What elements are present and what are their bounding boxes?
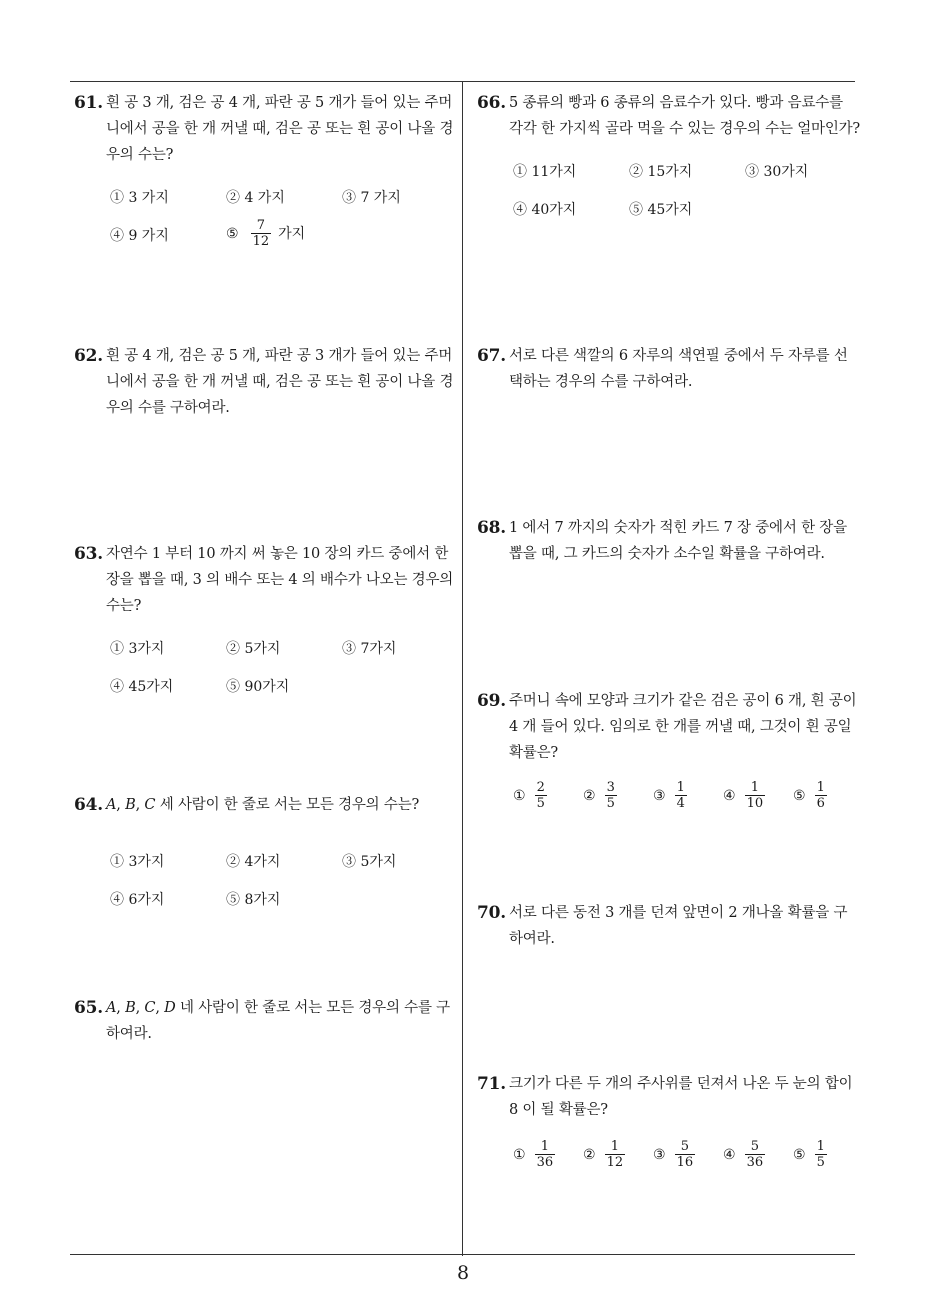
choice-1[interactable]: ① 11가지 — [513, 164, 577, 180]
choice-1[interactable]: ① 3가지 — [110, 641, 165, 657]
choice-1[interactable]: ① 3가지 — [110, 854, 165, 870]
question-66-text: 66. 5 종류의 빵과 6 종류의 음료수가 있다. 빵과 음료수를 각각 한 가지씩 골라 먹을 수 있는 경우의 수는 얼마인가? — [477, 90, 861, 142]
choice-4[interactable]: ④ 45가지 — [110, 679, 174, 695]
choice-4[interactable]: ④ $\frac{1}{10}$ — [723, 780, 764, 811]
choice-1[interactable]: ① $\frac{1}{36}$ — [513, 1139, 554, 1170]
page-number: 8 — [456, 1262, 470, 1284]
choice-5[interactable]: ⑤ 8가지 — [226, 892, 281, 908]
choice-3[interactable]: ③ $\frac{5}{16}$ — [653, 1139, 694, 1170]
choice-3[interactable]: ③ 7가지 — [342, 641, 397, 657]
question-61-text: 61. 흰 공 3 개, 검은 공 4 개, 파란 공 5 개가 들어 있는 주머니에서 공을 한 개 꺼낼 때, 검은 공 또는 흰 공이 나올 경우의 수는? — [74, 90, 458, 168]
choice-5[interactable]: ⑤ 45가지 — [629, 202, 693, 218]
fraction: $\frac{3}{5}$ — [606, 780, 615, 811]
fraction: $\frac{7}{12}$ — [252, 218, 270, 249]
question-69-text: 69. 주머니 속에 모양과 크기가 같은 검은 공이 6 개, 흰 공이 4 개 들어 있다. 임의로 한 개를 꺼낼 때, 그것이 흰 공일 확률은? — [477, 688, 861, 766]
choice-2[interactable]: ② $\frac{3}{5}$ — [583, 780, 615, 811]
question-64 — [74, 792, 458, 926]
question-number: 71. — [477, 1074, 506, 1094]
choice-2[interactable]: ② 4 가지 — [226, 190, 285, 206]
choice-3[interactable]: ③ 7 가지 — [342, 190, 401, 206]
question-64-text: 64. A, B, C 세 사람이 한 줄로 서는 모든 경우의 수는? — [74, 792, 458, 818]
question-63-choices — [74, 633, 458, 713]
question-number: 70. — [477, 903, 506, 923]
choice-2[interactable]: ② $\frac{1}{12}$ — [583, 1139, 624, 1170]
question-67 — [477, 343, 861, 395]
question-69 — [477, 688, 861, 824]
question-63 — [74, 541, 458, 713]
choice-5[interactable]: ⑤ $\frac{1}{5}$ — [793, 1139, 825, 1170]
fraction: $\frac{1}{36}$ — [536, 1139, 554, 1170]
question-62-text: 62. 흰 공 4 개, 검은 공 5 개, 파란 공 3 개가 들어 있는 주머니에서 공을 한 개 꺼낼 때, 검은 공 또는 흰 공이 나올 경우의 수를 구하여라. — [74, 343, 458, 421]
question-number: 66. — [477, 93, 506, 113]
fraction: $\frac{1}{10}$ — [746, 780, 764, 811]
question-64-choices — [74, 846, 458, 926]
fraction: $\frac{5}{36}$ — [746, 1139, 764, 1170]
question-71 — [477, 1071, 861, 1183]
question-number: 65. — [74, 998, 103, 1018]
choice-5[interactable]: ⑤ $\frac{1}{6}$ — [793, 780, 825, 811]
choice-2[interactable]: ② 4가지 — [226, 854, 281, 870]
choice-3[interactable]: ③ $\frac{1}{4}$ — [653, 780, 685, 811]
question-number: 62. — [74, 346, 103, 366]
question-61 — [74, 90, 458, 262]
choice-4[interactable]: ④ 40가지 — [513, 202, 577, 218]
question-number: 61. — [74, 93, 103, 113]
choice-1[interactable]: ① 3 가지 — [110, 190, 169, 206]
question-61-choices — [74, 182, 458, 262]
question-66 — [477, 90, 861, 236]
fraction: $\frac{1}{12}$ — [606, 1139, 624, 1170]
choice-3[interactable]: ③ 30가지 — [745, 164, 809, 180]
fraction: $\frac{5}{16}$ — [676, 1139, 694, 1170]
question-69-choices — [477, 780, 861, 824]
fraction: $\frac{1}{6}$ — [816, 780, 825, 811]
fraction: $\frac{1}{5}$ — [816, 1139, 825, 1170]
column-divider — [462, 81, 463, 1256]
question-number: 64. — [74, 795, 103, 815]
bottom-rule — [70, 1254, 855, 1255]
choice-3[interactable]: ③ 5가지 — [342, 854, 397, 870]
question-65 — [74, 995, 458, 1047]
question-number: 67. — [477, 346, 506, 366]
choice-4[interactable]: ④ $\frac{5}{36}$ — [723, 1139, 764, 1170]
question-67-text: 67. 서로 다른 색깔의 6 자루의 색연필 중에서 두 자루를 선택하는 경우의 수를 구하여라. — [477, 343, 861, 395]
question-number: 63. — [74, 544, 103, 564]
fraction: $\frac{2}{5}$ — [536, 780, 545, 811]
choice-1[interactable]: ① $\frac{2}{5}$ — [513, 780, 545, 811]
question-62 — [74, 343, 458, 421]
choice-2[interactable]: ② 5가지 — [226, 641, 281, 657]
choice-5[interactable]: ⑤ $\frac{7}{12}$ 가지 — [226, 218, 306, 249]
question-65-text: 65. A, B, C, D 네 사람이 한 줄로 서는 모든 경우의 수를 구하여라. — [74, 995, 458, 1047]
choice-2[interactable]: ② 15가지 — [629, 164, 693, 180]
question-number: 69. — [477, 691, 506, 711]
question-68-text: 68. 1 에서 7 까지의 숫자가 적힌 카드 7 장 중에서 한 장을 뽑을 때, 그 카드의 숫자가 소수일 확률을 구하여라. — [477, 515, 861, 567]
fraction: $\frac{1}{4}$ — [676, 780, 685, 811]
question-70-text: 70. 서로 다른 동전 3 개를 던져 앞면이 2 개나올 확률을 구하여라. — [477, 900, 861, 952]
choice-4[interactable]: ④ 6가지 — [110, 892, 165, 908]
question-70 — [477, 900, 861, 952]
question-63-text: 63. 자연수 1 부터 10 까지 써 놓은 10 장의 카드 중에서 한 장을 뽑을 때, 3 의 배수 또는 4 의 배수가 나오는 경우의 수는? — [74, 541, 458, 619]
choice-5[interactable]: ⑤ 90가지 — [226, 679, 290, 695]
question-71-choices — [477, 1139, 861, 1183]
choice-4[interactable]: ④ 9 가지 — [110, 228, 169, 244]
question-number: 68. — [477, 518, 506, 538]
question-66-choices — [477, 156, 861, 236]
question-71-text: 71. 크기가 다른 두 개의 주사위를 던져서 나온 두 눈의 합이 8 이 될 확률은? — [477, 1071, 861, 1123]
question-68 — [477, 515, 861, 567]
